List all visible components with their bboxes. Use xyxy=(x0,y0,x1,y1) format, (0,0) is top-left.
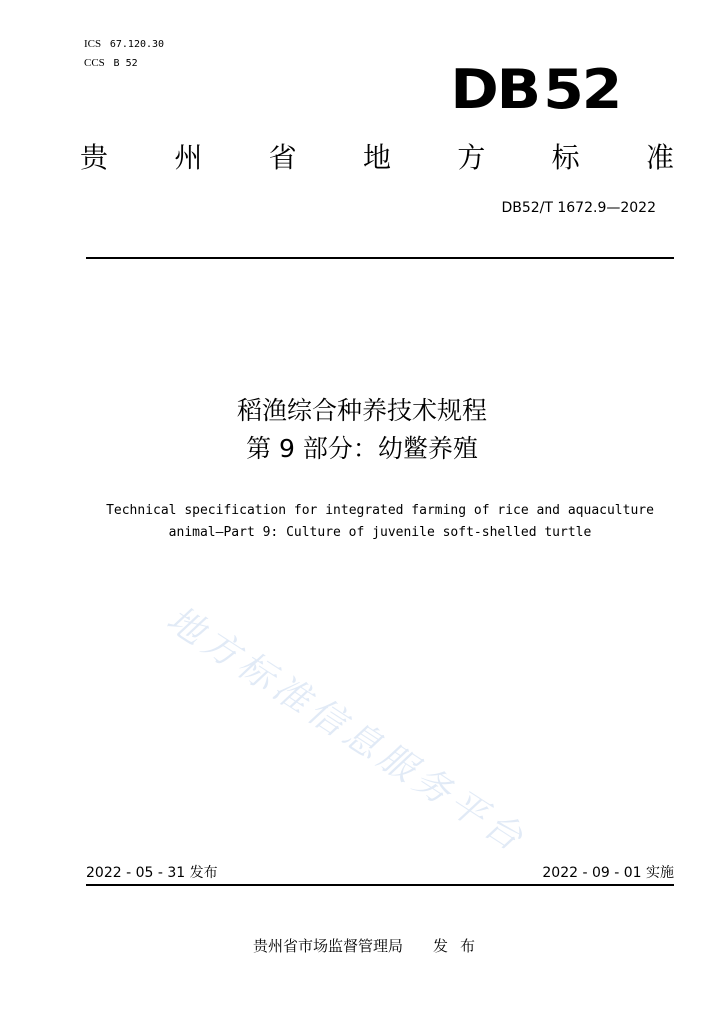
db-logo xyxy=(450,58,620,122)
province-char: 州 xyxy=(174,141,203,174)
standard-number: DB52/T 1672.9—2022 xyxy=(501,200,656,216)
province-char: 准 xyxy=(645,141,674,174)
province-standard-heading xyxy=(80,138,674,178)
ccs-row xyxy=(84,54,170,73)
bottom-divider xyxy=(86,884,674,886)
province-char: 标 xyxy=(551,141,580,174)
province-char: 方 xyxy=(457,141,486,174)
db-logo-number: 52 xyxy=(543,58,620,121)
top-divider xyxy=(86,257,674,259)
province-char: 贵 xyxy=(80,141,109,174)
english-title-line-1: Technical specification for integrated farming of rice and aquaculture xyxy=(106,503,654,518)
issuer-verb: 发布 xyxy=(433,937,488,955)
province-char: 地 xyxy=(362,141,391,174)
english-title xyxy=(0,500,724,544)
chinese-title xyxy=(0,392,724,468)
classification-codes xyxy=(84,35,170,73)
english-title-line-2: animal—Part 9: Culture of juvenile soft-shelled turtle xyxy=(168,525,592,540)
implementation-date: 2022 - 09 - 01 实施 xyxy=(542,865,674,881)
watermark: 地方标准信息服务平台 xyxy=(159,598,534,862)
ics-row xyxy=(84,35,170,54)
chinese-title-line-1: 稻渔综合种养技术规程 xyxy=(236,396,487,425)
chinese-title-line-2: 第 9 部分：幼鳖养殖 xyxy=(246,434,478,463)
ics-label: ICS xyxy=(84,38,102,50)
ccs-label: CCS xyxy=(84,57,105,69)
issue-date: 2022 - 05 - 31 发布 xyxy=(86,865,218,881)
issuing-authority xyxy=(0,934,724,958)
issuer-name: 贵州省市场监督管理局 xyxy=(252,937,403,955)
db-logo-letters: DB xyxy=(450,58,539,121)
province-char: 省 xyxy=(268,141,297,174)
ics-value: 67.120.30 xyxy=(109,39,165,50)
ccs-value: B 52 xyxy=(113,58,138,69)
